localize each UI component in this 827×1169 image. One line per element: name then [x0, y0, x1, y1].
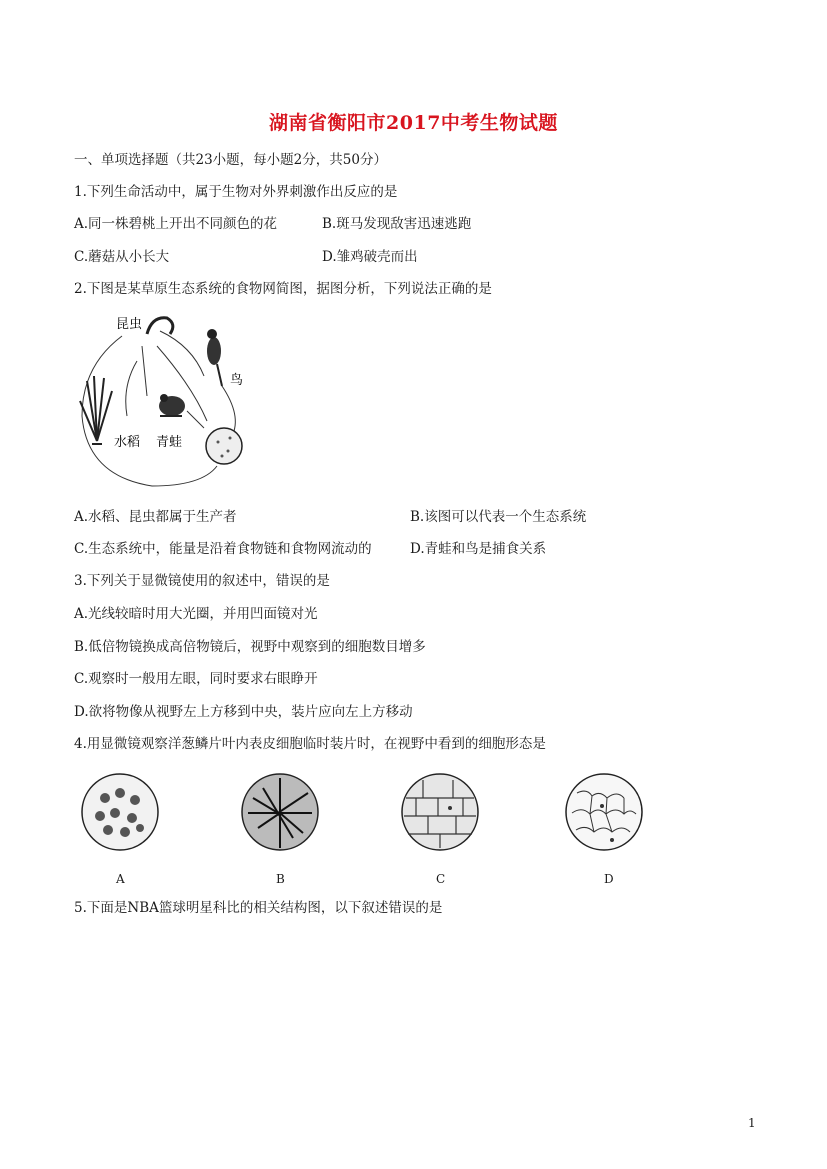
question-2-option-a: A.水稻、昆虫都属于生产者: [74, 509, 237, 525]
question-3-option-c: C.观察时一般用左眼，同时要求右眼睁开: [74, 671, 318, 687]
question-2-option-c: C.生态系统中，能量是沿着食物链和食物网流动的: [74, 541, 372, 557]
label-frog: 青蛙: [156, 435, 183, 450]
question-2-option-d: D.青蛙和鸟是捕食关系: [410, 541, 547, 557]
question-1-option-d: D.雏鸡破壳而出: [322, 249, 418, 265]
question-1-option-a: A.同一株碧桃上开出不同颜色的花: [74, 216, 278, 232]
caption-b: B: [276, 872, 285, 886]
question-3-option-d: D.欲将物像从视野左上方移到中央，装片应向左上方移动: [74, 704, 413, 720]
question-1-stem: 1.下列生命活动中，属于生物对外界刺激作出反应的是: [74, 184, 398, 200]
question-5-stem: 5.下面是NBA篮球明星科比的相关结构图，以下叙述错误的是: [74, 900, 443, 916]
caption-a: A: [116, 872, 125, 886]
frog-icon: [159, 394, 185, 416]
decomposer-circle-icon: [206, 428, 242, 464]
page-title: 湖南省衡阳市2017中考生物试题: [269, 112, 558, 134]
page-number: 1: [748, 1116, 756, 1130]
question-3-stem: 3.下列关于显微镜使用的叙述中，错误的是: [74, 573, 330, 589]
cell-image-d: [562, 768, 646, 858]
insect-icon: [147, 318, 173, 334]
label-insect: 昆虫: [116, 317, 143, 332]
label-bird: 鸟: [230, 373, 244, 388]
question-1-option-c: C.蘑菇从小长大: [74, 249, 170, 265]
section-heading: 一、单项选择题（共23小题，每小题2分，共50分）: [74, 152, 387, 168]
caption-d: D: [604, 872, 614, 886]
cell-image-c: [398, 768, 482, 858]
question-4-stem: 4.用显微镜观察洋葱鳞片叶内表皮细胞临时装片时，在视野中看到的细胞形态是: [74, 736, 546, 752]
question-2-stem: 2.下图是某草原生态系统的食物网简图，据图分析，下列说法正确的是: [74, 281, 492, 297]
question-3-option-a: A.光线较暗时用大光圈，并用凹面镜对光: [74, 606, 318, 622]
label-rice: 水稻: [114, 435, 141, 450]
cell-image-a: [80, 768, 160, 858]
question-2-option-b: B.该图可以代表一个生态系统: [410, 509, 587, 525]
caption-c: C: [436, 872, 446, 886]
food-web-figure: [72, 306, 252, 496]
question-1-option-b: B.斑马发现敌害迅速逃跑: [322, 216, 472, 232]
question-3-option-b: B.低倍物镜换成高倍物镜后，视野中观察到的细胞数目增多: [74, 639, 426, 655]
bird-icon: [207, 329, 222, 386]
cell-image-b: [238, 768, 322, 858]
